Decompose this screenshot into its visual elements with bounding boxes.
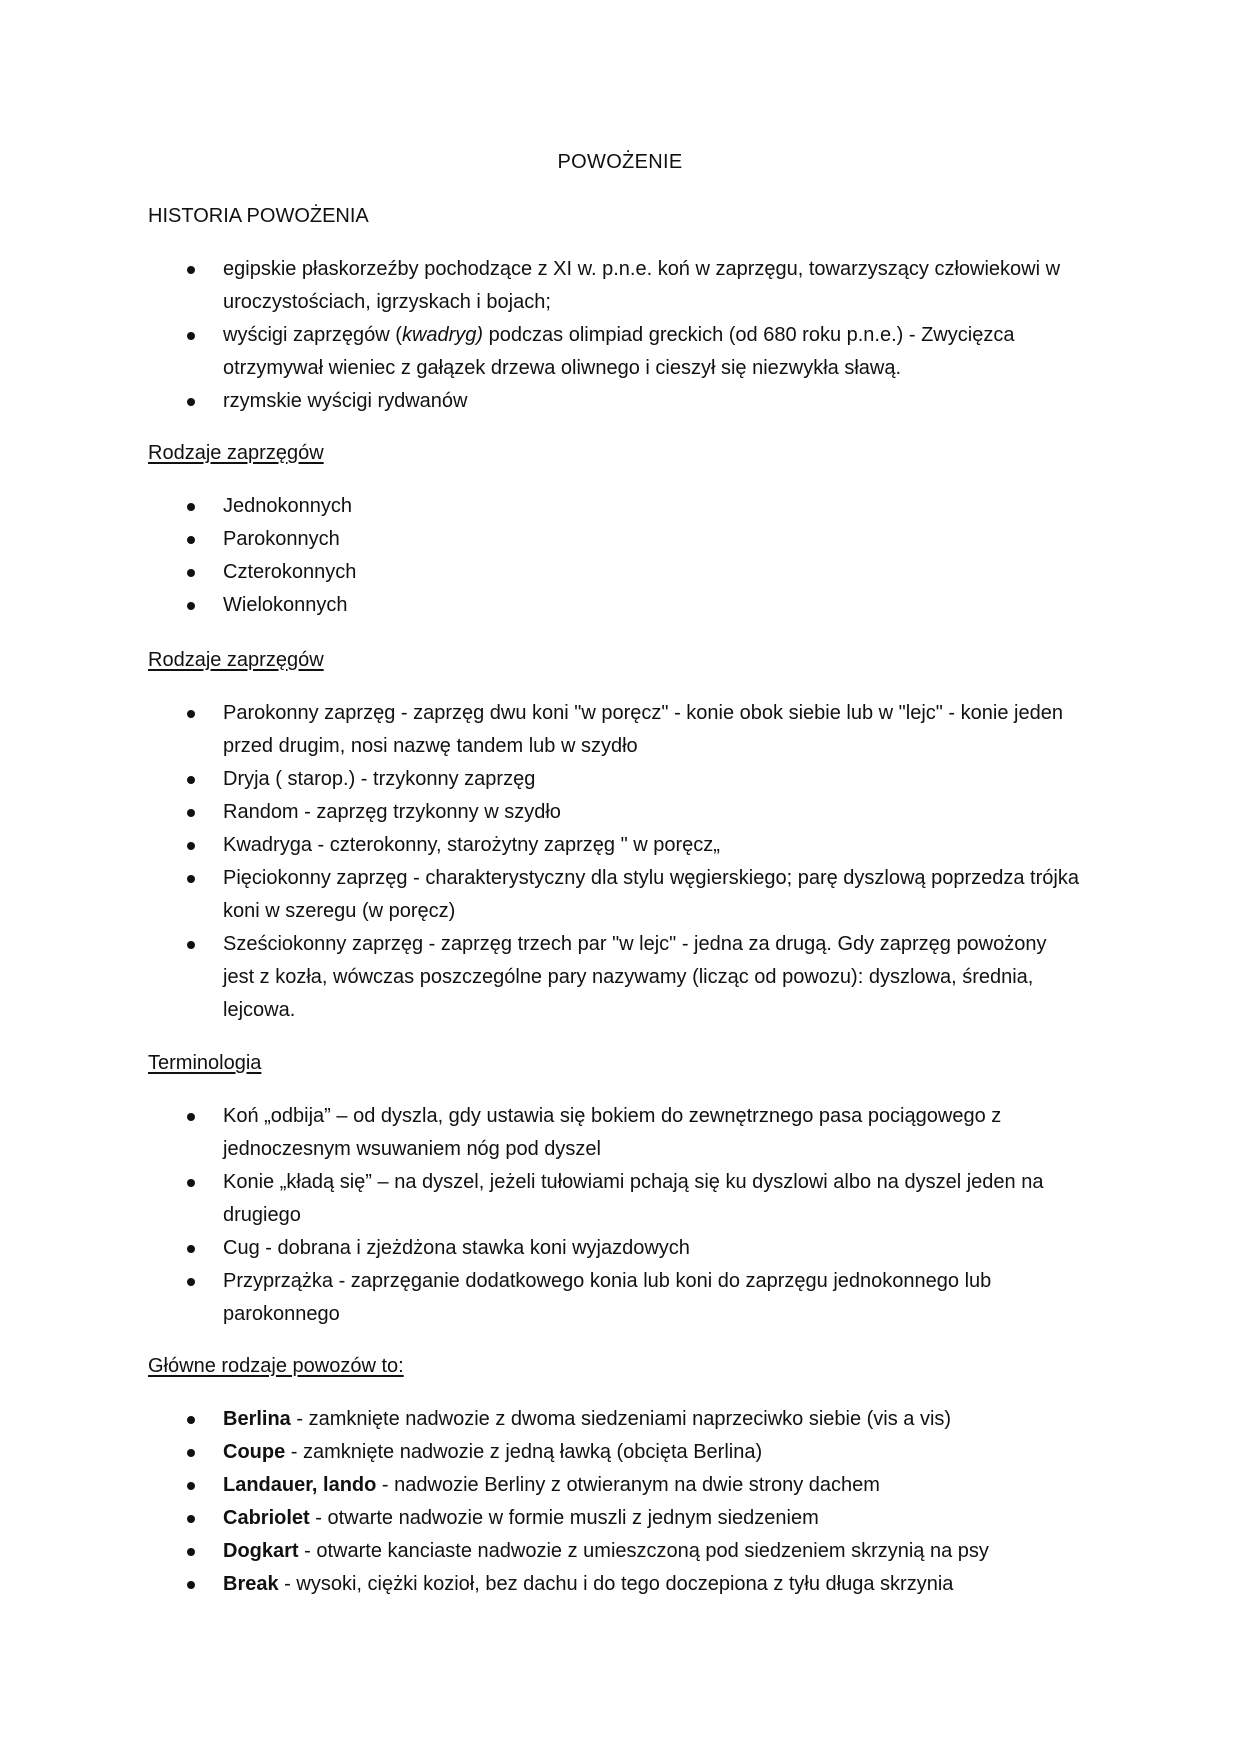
list-item: [0, 1265, 1083, 1331]
list-item: [0, 1166, 1083, 1232]
bullet-icon: [187, 1245, 195, 1253]
bullet-icon: [187, 710, 195, 718]
carriage-description: - otwarte kanciaste nadwozie z umieszczoną pod siedzeniem skrzynią na psy: [298, 1540, 989, 1562]
list-item-text: Czterokonnych: [223, 561, 357, 583]
list-history: [0, 253, 1100, 418]
list-item: [0, 490, 1083, 523]
carriage-description: - nadwozie Berliny z otwieranym na dwie strony dachem: [376, 1474, 880, 1496]
list-item-text: Cug - dobrana i zjeżdżona stawka koni wyjazdowych: [223, 1237, 690, 1259]
bullet-icon: [187, 1449, 195, 1457]
carriage-term: Break: [223, 1573, 279, 1595]
list-item-text: egipskie płaskorzeźby pochodzące z XI w. p.n.e. koń w zaprzęgu, towarzyszący człowiekowi w uroczystościach, igrzyskach i bojach;: [223, 258, 1061, 313]
list-item-text: Sześciokonny zaprzęg - zaprzęg trzech par "w lejc" - jedna za drugą. Gdy zaprzęg powożony jest z kozła, wówczas poszczególne pary nazywamy (licząc od powozu): dyszlowa, średnia, lejcowa.: [223, 933, 1047, 1021]
list-item: [0, 1535, 1083, 1568]
list-item-text: Konie „kładą się” – na dyszel, jeżeli tułowiami pchają się ku dyszlowi albo na dyszel jeden na drugiego: [223, 1171, 1044, 1226]
bullet-icon: [187, 1482, 195, 1490]
bullet-icon: [187, 809, 195, 817]
list-harness-types-2: [0, 697, 1100, 1027]
bullet-icon: [187, 842, 195, 850]
bullet-icon: [187, 332, 195, 340]
bullet-icon: [187, 875, 195, 883]
bullet-icon: [187, 941, 195, 949]
list-harness-types-1: [0, 490, 1100, 622]
list-item: [0, 589, 1083, 622]
list-item: [0, 1403, 1083, 1436]
list-item-text-before: wyścigi zaprzęgów (: [223, 324, 402, 346]
bullet-icon: [187, 1416, 195, 1424]
list-item-text: Koń „odbija” – od dyszla, gdy ustawia się bokiem do zewnętrznego pasa pociągowego z jednoczesnym wsuwaniem nóg pod dyszel: [223, 1105, 1002, 1160]
heading-terminology: Terminologia: [148, 1052, 262, 1074]
list-item-text-after: podczas olimpiad greckich (od 680 roku p.n.e.) - Zwycięzca otrzymywał wieniec z gałązek drzewa oliwnego i cieszył się niezwykła sławą.: [223, 324, 1015, 379]
list-carriage-types: [0, 1403, 1100, 1601]
bullet-icon: [187, 776, 195, 784]
bullet-icon: [187, 569, 195, 577]
bullet-icon: [187, 503, 195, 511]
list-item: [0, 796, 1083, 829]
list-item-text: Random - zaprzęg trzykonny w szydło: [223, 801, 561, 823]
bullet-icon: [187, 266, 195, 274]
list-item-text: Dryja ( starop.) - trzykonny zaprzęg: [223, 768, 536, 790]
list-item: [0, 1436, 1083, 1469]
carriage-term: Cabriolet: [223, 1507, 310, 1529]
carriage-term: Coupe: [223, 1441, 286, 1463]
carriage-description: - wysoki, ciężki kozioł, bez dachu i do tego doczepiona z tyłu długa skrzynia: [278, 1573, 954, 1595]
carriage-term: Berlina: [223, 1408, 291, 1430]
list-item-italic: kwadryg): [401, 324, 484, 346]
heading-harness-types-1: Rodzaje zaprzęgów: [148, 442, 324, 464]
list-item: [0, 829, 1083, 862]
bullet-icon: [187, 1113, 195, 1121]
carriage-description: - zamknięte nadwozie z dwoma siedzeniami naprzeciwko siebie (vis a vis): [290, 1408, 952, 1430]
carriage-term: Dogkart: [223, 1540, 299, 1562]
bullet-icon: [187, 602, 195, 610]
list-item: [0, 1100, 1083, 1166]
list-item: [0, 523, 1083, 556]
list-item-text: Pięciokonny zaprzęg - charakterystyczny dla stylu węgierskiego; parę dyszlową poprzedza trójka koni w szeregu (w poręcz): [223, 867, 1079, 922]
list-item: [0, 862, 1083, 928]
list-item: [0, 1232, 1083, 1265]
document-title: POWOŻENIE: [557, 151, 683, 173]
list-item-text: Parokonny zaprzęg - zaprzęg dwu koni "w poręcz" - konie obok siebie lub w "lejc" - konie jeden przed drugim, nosi nazwę tandem lub w szydło: [223, 702, 1063, 757]
heading-history: HISTORIA POWOŻENIA: [148, 205, 369, 227]
list-item: [0, 763, 1083, 796]
bullet-icon: [187, 1515, 195, 1523]
bullet-icon: [187, 1278, 195, 1286]
list-item: [0, 319, 1083, 385]
list-item: [0, 253, 1083, 319]
list-item-text: Jednokonnych: [223, 495, 352, 517]
list-item: [0, 928, 1083, 1027]
list-terminology: [0, 1100, 1100, 1331]
list-item: [0, 1502, 1083, 1535]
heading-harness-types-2: Rodzaje zaprzęgów: [148, 649, 324, 671]
list-item-text: Parokonnych: [223, 528, 340, 550]
bullet-icon: [187, 398, 195, 406]
list-item: [0, 1469, 1083, 1502]
list-item: [0, 697, 1083, 763]
carriage-description: - otwarte nadwozie w formie muszli z jednym siedzeniem: [309, 1507, 819, 1529]
bullet-icon: [187, 1179, 195, 1187]
bullet-icon: [187, 1548, 195, 1556]
list-item-text: Przyprzążka - zaprzęganie dodatkowego konia lub koni do zaprzęgu jednokonnego lub parokonnego: [223, 1270, 992, 1325]
list-item: [0, 385, 1083, 418]
list-item-text: Wielokonnych: [223, 594, 348, 616]
bullet-icon: [187, 1581, 195, 1589]
carriage-term: Landauer, lando: [223, 1474, 377, 1496]
list-item-text: Kwadryga - czterokonny, starożytny zaprzęg " w poręcz„: [223, 834, 720, 856]
list-item: [0, 1568, 1083, 1601]
bullet-icon: [187, 536, 195, 544]
heading-carriage-types: Główne rodzaje powozów to:: [148, 1355, 404, 1377]
list-item: [0, 556, 1083, 589]
carriage-description: - zamknięte nadwozie z jedną ławką (obcięta Berlina): [285, 1441, 763, 1463]
list-item-text: rzymskie wyścigi rydwanów: [223, 390, 468, 412]
